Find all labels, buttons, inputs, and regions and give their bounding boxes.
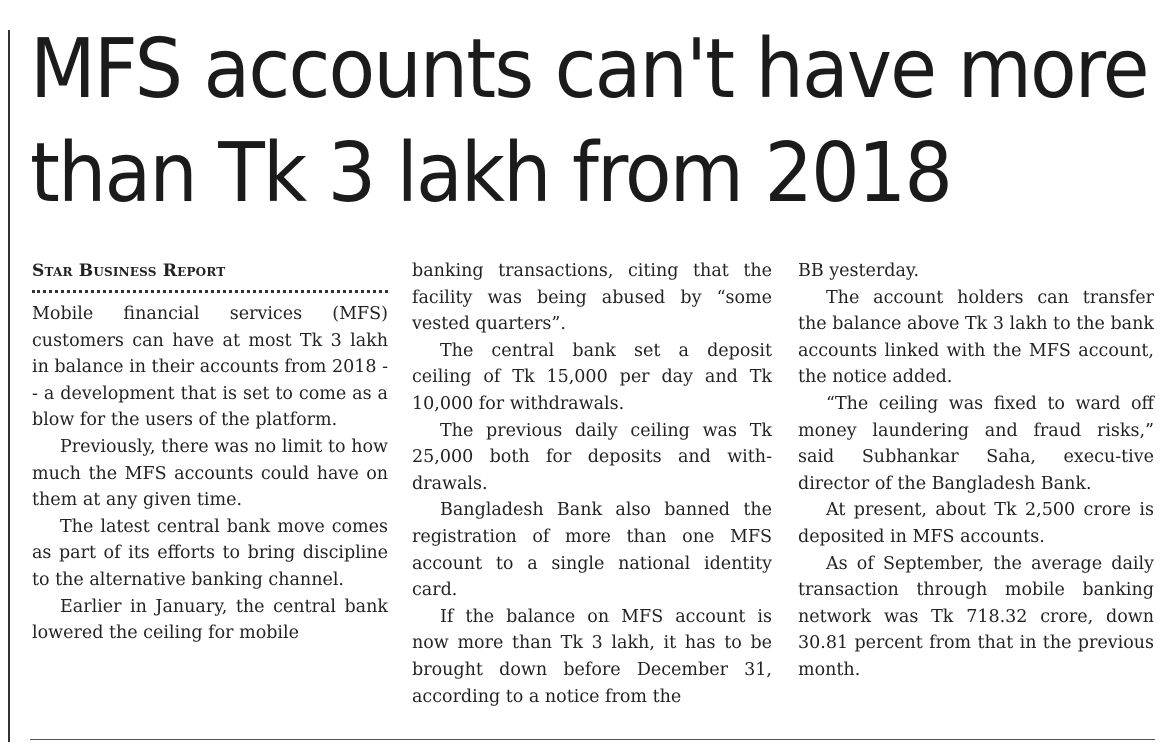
paragraph: The latest central bank move comes as part of its efforts to bring discipline to the alternative banking channel. bbox=[32, 516, 388, 590]
article-column-2 bbox=[412, 258, 772, 710]
headline bbox=[30, 18, 1148, 226]
paragraph: Earlier in January, the central bank lowered the ceiling for mobile bbox=[32, 596, 388, 644]
headline-line-2: than Tk 3 lakh from 2018 bbox=[30, 126, 952, 221]
article-column-1 bbox=[32, 258, 388, 647]
paragraph: Bangladesh Bank also banned the registration of more than one MFS account to a single national identity card. bbox=[412, 500, 772, 601]
paragraph: As of September, the average daily transaction through mobile banking network was Tk 718.32 crore, down 30.81 percent from that in the previous month. bbox=[798, 553, 1154, 680]
paragraph: The central bank set a deposit ceiling of Tk 15,000 per day and Tk 10,000 for withdrawals. bbox=[412, 340, 772, 414]
paragraph: “The ceiling was fixed to ward off money laundering and fraud risks,” said Subhankar Saha, execu-tive director of the Bangladesh Bank. bbox=[798, 393, 1154, 494]
left-margin-rule bbox=[8, 30, 10, 742]
byline: Star Business Report bbox=[32, 261, 226, 281]
paragraph: Previously, there was no limit to how much the MFS accounts could have on them at any given time. bbox=[32, 436, 388, 511]
paragraph: The previous daily ceiling was Tk 25,000 both for deposits and with-drawals. bbox=[412, 420, 772, 494]
paragraph: banking transactions, citing that the facility was being abused by “some vested quarters”. bbox=[412, 261, 772, 335]
paragraph: At present, about Tk 2,500 crore is deposited in MFS accounts. bbox=[798, 500, 1154, 547]
paragraph: Mobile financial services (MFS) customers can have at most Tk 3 lakh in balance in their accounts from 2018 -- a development that is set to come as a blow for the users of the platform. bbox=[32, 304, 388, 431]
byline-divider bbox=[32, 290, 388, 293]
article-column-3 bbox=[798, 258, 1154, 684]
paragraph: BB yesterday. bbox=[798, 261, 920, 281]
headline-line-1: MFS accounts can't have more bbox=[30, 22, 1148, 117]
bottom-rule bbox=[30, 739, 1155, 740]
paragraph: If the balance on MFS account is now more than Tk 3 lakh, it has to be brought down before December 31, according to a notice from the bbox=[412, 606, 772, 707]
paragraph: The account holders can transfer the balance above Tk 3 lakh to the bank accounts linked with the MFS account, the notice added. bbox=[798, 287, 1154, 388]
